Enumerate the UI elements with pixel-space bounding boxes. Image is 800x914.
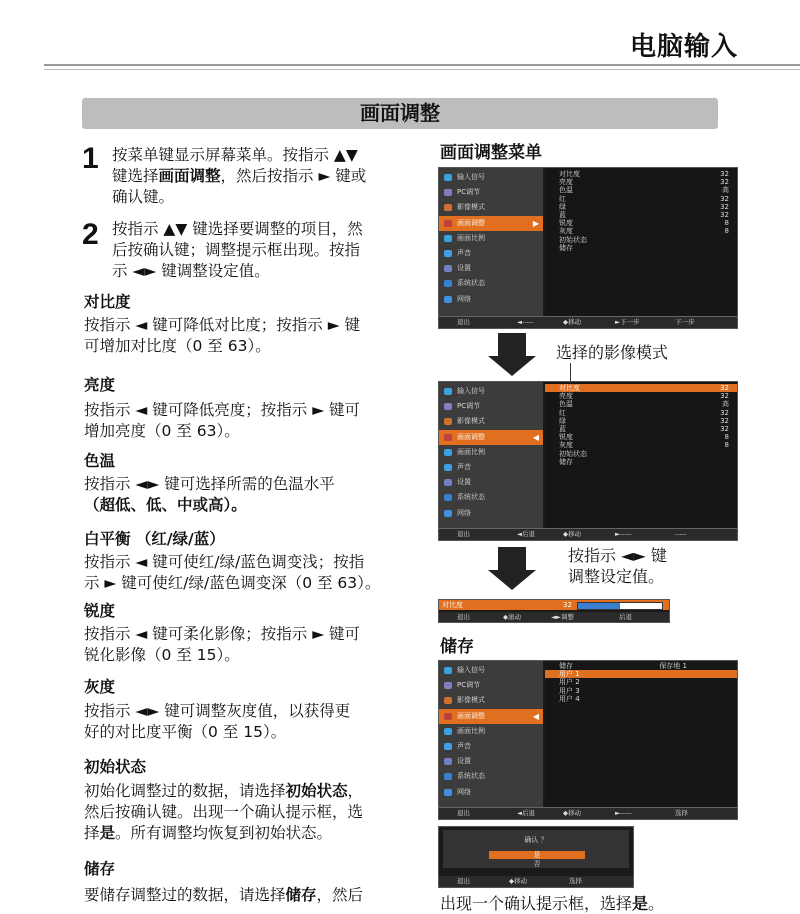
text-line [112, 166, 412, 187]
setting-label: 蓝 [559, 424, 566, 433]
text-line: 按指示 ◄► 键可调整灰度值，以获得更 [84, 702, 351, 720]
osd-menu-store [438, 660, 738, 820]
confirm-body [443, 830, 629, 868]
step-2-text [112, 219, 412, 282]
osd-menu-item[interactable] [439, 490, 543, 505]
confirm-no-option[interactable]: 否 [533, 860, 541, 868]
footer-adjust: ◄►调整 [551, 613, 574, 621]
menu-item-label: 声音 [457, 741, 471, 750]
menu-item-label: 设置 [457, 264, 471, 273]
osd-menu-item[interactable] [439, 261, 543, 276]
text-bold: 画面调整 [158, 167, 221, 185]
menu-item-icon [444, 713, 452, 720]
text-line: 调整设定值。 [568, 567, 665, 586]
osd-right-panel [545, 168, 737, 317]
item-heading: 亮度 [84, 376, 116, 394]
text-line: 按菜单键显示屏幕菜单。按指示 ▲▼ [112, 146, 358, 164]
footer-right: ►----- [615, 809, 632, 817]
footer-back: ◄后退 [517, 809, 535, 817]
osd-menu-item[interactable] [439, 506, 543, 521]
text-line: 按指示 ◄ 键可降低对比度；按指示 ► 键 [84, 316, 361, 334]
menu-item-icon [444, 464, 452, 471]
osd-menu-item[interactable] [439, 384, 543, 399]
footer-select: 选择 [569, 877, 582, 885]
osd-setting-row[interactable] [545, 186, 737, 194]
header-rule-thin [44, 69, 800, 70]
store-slot: 保存地 1 [659, 662, 687, 670]
setting-value: 32 [720, 384, 729, 392]
osd-menu-item[interactable] [439, 414, 543, 429]
setting-label: 红 [559, 408, 566, 417]
setting-label: 灰度 [559, 441, 573, 450]
step-1-text [112, 145, 412, 208]
footer-back: 后退 [619, 613, 632, 621]
text-span: 出现一个确认提示框，选择 [440, 894, 633, 913]
setting-label: 对比度 [559, 170, 580, 178]
text-line: （超低、低、中或高）。 [84, 496, 247, 514]
menu-item-icon [444, 773, 452, 780]
setting-label: 色温 [559, 400, 573, 409]
arrow-right-icon: ▶ [532, 218, 539, 228]
confirm-dialog [438, 826, 634, 888]
item-heading: 锐度 [84, 602, 116, 620]
callout-line [570, 363, 571, 383]
menu-item-icon [444, 743, 452, 750]
down-arrow-icon [498, 547, 526, 571]
text-line: 确认键。 [112, 188, 175, 206]
menu-item-label: 画面比例 [457, 447, 485, 456]
setting-label: 储存 [559, 243, 573, 252]
setting-value: 8 [724, 227, 729, 236]
footer-right: ►下一步 [615, 318, 640, 326]
osd-menu-item[interactable] [439, 754, 543, 769]
down-arrow-head-icon [488, 570, 536, 590]
setting-label: 亮度 [559, 392, 573, 401]
item-gamma [84, 675, 409, 743]
menu-item-label: PC调节 [457, 402, 481, 411]
confirm-yes-option[interactable]: 是 [489, 851, 585, 859]
store-user-label: 用户 3 [559, 686, 580, 695]
osd-right-panel [545, 661, 737, 808]
osd-setting-row[interactable] [545, 244, 737, 252]
osd-menu-item[interactable] [439, 475, 543, 490]
text-span: 初始化调整过的数据，请选择 [84, 782, 286, 800]
menu-item-label: 输入信号 [457, 387, 485, 395]
osd-setting-row[interactable] [545, 433, 737, 441]
setting-value: 32 [720, 210, 729, 219]
menu-item-icon [444, 758, 452, 765]
setting-label: 锐度 [559, 219, 573, 228]
menu-item-label: 输入信号 [457, 173, 485, 181]
text-line: 按指示 ◄ 键可使红/绿/蓝色调变浅；按指 [84, 553, 365, 571]
adjust-footer [439, 612, 669, 622]
store-user-label: 用户 2 [559, 678, 580, 687]
adjust-prompt [438, 599, 670, 623]
setting-value: 32 [720, 424, 729, 433]
setting-label: 灰度 [559, 227, 573, 236]
text-line: 可增加对比度（0 至 63）。 [84, 337, 271, 355]
osd-menu-item[interactable] [439, 445, 543, 460]
menu-item-label: 网络 [457, 787, 471, 796]
store-section-title: 储存 [440, 637, 474, 657]
item-heading: 储存 [84, 860, 116, 878]
arrow-left-icon: ◀ [532, 711, 539, 721]
item-color-temp [84, 449, 409, 516]
menu-item-label: 影像模式 [457, 696, 485, 705]
store-user-label: 用户 1 [559, 670, 580, 679]
setting-label: 对比度 [559, 384, 580, 392]
setting-value: 8 [724, 219, 729, 228]
osd-menu-item[interactable] [439, 769, 543, 784]
osd-setting-row[interactable] [545, 170, 737, 178]
adjust-slider-track[interactable] [577, 602, 663, 610]
osd-setting-row[interactable] [545, 203, 737, 211]
footer-scroll: ◆滚动 [503, 613, 521, 621]
menu-item-icon [444, 250, 452, 257]
osd-setting-row[interactable] [545, 211, 737, 219]
osd-menu-item[interactable] [439, 430, 543, 445]
osd-left-panel [439, 661, 543, 808]
item-contrast [84, 290, 409, 357]
text-line: 然后按确认键。出现一个确认提示框，选 [84, 803, 364, 821]
item-brightness [84, 373, 409, 442]
menu-item-icon [444, 174, 452, 181]
item-heading: 色温 [84, 452, 116, 470]
footer-select: 选择 [675, 809, 688, 817]
osd-menu-picture-active [438, 381, 738, 541]
text-line: 按指示 ◄► 键 [568, 546, 667, 565]
menu-item-label: 声音 [457, 462, 471, 471]
setting-label: 储存 [559, 457, 573, 466]
caption-adjust [568, 545, 667, 587]
setting-value: 32 [720, 408, 729, 417]
text-line: 锐化影像（0 至 15）。 [84, 646, 240, 664]
step-number: 1 [82, 142, 99, 175]
menu-item-label: PC调节 [457, 188, 481, 197]
osd-menu-item[interactable] [439, 185, 543, 200]
menu-item-icon [444, 697, 452, 704]
store-user-row[interactable] [545, 695, 737, 703]
setting-label: 绿 [559, 202, 566, 211]
text-line: 按指示 ▲▼ 键选择要调整的项目，然 [112, 220, 363, 238]
setting-label: 绿 [559, 416, 566, 425]
setting-label: 初始状态 [559, 235, 587, 244]
menu-item-label: PC调节 [457, 681, 481, 690]
item-heading: 对比度 [84, 293, 131, 311]
menu-item-icon [444, 204, 452, 211]
store-user-row[interactable] [545, 678, 737, 686]
menu-item-label: 网络 [457, 294, 471, 303]
osd-menu-picture [438, 167, 738, 329]
menu-item-label: 影像模式 [457, 417, 485, 426]
footer-back: ◄后退 [517, 530, 535, 538]
osd-setting-row[interactable] [545, 409, 737, 417]
setting-label: 红 [559, 194, 566, 203]
menu-item-label: 画面比例 [457, 726, 485, 735]
menu-item-icon [444, 728, 452, 735]
osd-setting-row[interactable] [545, 178, 737, 186]
osd-menu-item[interactable] [439, 399, 543, 414]
text-span: 键选择 [112, 167, 159, 185]
footer-move: ◆移动 [563, 530, 581, 538]
osd-menu-item[interactable] [439, 724, 543, 739]
text-line: 好的对比度平衡（0 至 15）。 [84, 723, 287, 741]
footer-ok: ----- [675, 530, 687, 538]
osd-menu-item[interactable] [439, 785, 543, 800]
item-sharpness [84, 599, 409, 666]
osd-setting-row[interactable] [545, 458, 737, 466]
item-white-balance [84, 527, 409, 594]
setting-value: 32 [720, 170, 729, 178]
text-line: 按指示 ◄ 键可降低亮度；按指示 ► 键可 [84, 401, 361, 419]
menu-item-icon [444, 220, 452, 227]
osd-left-panel [439, 382, 543, 529]
menu-item-label: 画面调整 [457, 432, 485, 441]
osd-setting-row[interactable] [545, 392, 737, 400]
osd-menu-item[interactable] [439, 231, 543, 246]
menu-section-title: 画面调整菜单 [440, 143, 542, 163]
setting-label: 亮度 [559, 178, 573, 187]
text-span: 。 [648, 894, 665, 913]
adjust-value: 32 [563, 601, 572, 609]
text-span: ，然后 [316, 886, 364, 904]
menu-item-icon [444, 667, 452, 674]
menu-item-label: 设置 [457, 757, 471, 766]
osd-menu-item[interactable] [439, 200, 543, 215]
caption-confirm [440, 893, 664, 914]
osd-menu-item[interactable] [439, 693, 543, 708]
osd-setting-row[interactable] [545, 417, 737, 425]
osd-menu-item[interactable] [439, 663, 543, 678]
menu-item-icon [444, 479, 452, 486]
osd-footer [439, 316, 737, 328]
menu-item-label: 输入信号 [457, 666, 485, 674]
menu-item-label: 系统状态 [457, 493, 485, 502]
step-number: 2 [82, 218, 99, 251]
text-line: 示 ► 键可使红/绿/蓝色调变深（0 至 63）。 [84, 574, 381, 592]
text-line: 后按确认键；调整提示框出现。按指 [112, 241, 361, 259]
adjust-label: 对比度 [442, 601, 463, 609]
osd-setting-row[interactable] [545, 441, 737, 449]
confirm-footer [439, 876, 633, 887]
footer-move: ◆移动 [563, 809, 581, 817]
osd-setting-row[interactable] [545, 425, 737, 433]
menu-item-icon [444, 682, 452, 689]
osd-menu-item[interactable] [439, 460, 543, 475]
footer-left: ◄----- [517, 318, 534, 326]
setting-label: 蓝 [559, 210, 566, 219]
menu-item-icon [444, 418, 452, 425]
text-span: 。所有调整均恢复到初始状态。 [115, 824, 333, 842]
osd-menu-item[interactable] [439, 170, 543, 185]
osd-menu-item[interactable] [439, 246, 543, 261]
osd-setting-row[interactable] [545, 227, 737, 235]
osd-menu-item[interactable] [439, 678, 543, 693]
menu-item-icon [444, 403, 452, 410]
text-span: ，然后按指示 ► 键或 [220, 167, 367, 185]
menu-item-label: 影像模式 [457, 203, 485, 212]
store-user-row[interactable] [545, 687, 737, 695]
text-line [84, 823, 409, 844]
setting-value: 8 [724, 433, 729, 442]
text-span: 择 [84, 824, 100, 842]
menu-item-icon [444, 789, 452, 796]
text-bold: 是 [99, 824, 116, 842]
menu-item-icon [444, 265, 452, 272]
menu-item-label: 声音 [457, 248, 471, 257]
menu-item-icon [444, 510, 452, 517]
osd-right-panel [545, 382, 737, 529]
down-arrow-head-icon [488, 356, 536, 376]
store-user-label: 用户 4 [559, 694, 580, 703]
setting-value: 32 [720, 392, 729, 401]
osd-setting-row[interactable] [545, 219, 737, 227]
item-store [84, 857, 409, 906]
item-heading: 灰度 [84, 678, 116, 696]
item-reset [84, 755, 409, 844]
text-span: ， [347, 782, 364, 800]
setting-value: 32 [720, 194, 729, 203]
confirm-title: 确认 ？ [524, 836, 548, 844]
osd-menu-item[interactable] [439, 292, 543, 307]
osd-setting-row[interactable] [545, 236, 737, 244]
text-bold: 储存 [285, 886, 317, 904]
arrow-left-icon: ◀ [532, 432, 539, 442]
caption-selected-mode: 选择的影像模式 [556, 343, 669, 362]
menu-item-label: 系统状态 [457, 772, 485, 781]
menu-item-icon [444, 296, 452, 303]
text-line [84, 885, 409, 906]
store-label: 储存 [559, 662, 573, 670]
item-heading: 白平衡 （红/绿/蓝） [84, 530, 225, 548]
osd-footer [439, 807, 737, 819]
text-span: 要储存调整过的数据，请选择 [84, 886, 286, 904]
page-header-title: 电脑输入 [629, 32, 738, 62]
osd-menu-item[interactable] [439, 709, 543, 724]
store-head-row [545, 662, 737, 670]
setting-label: 色温 [559, 186, 573, 195]
osd-menu-item[interactable] [439, 216, 543, 231]
down-arrow-icon [498, 333, 526, 357]
osd-footer [439, 528, 737, 540]
setting-value: 32 [720, 202, 729, 211]
footer-exit: 退出 [457, 318, 470, 326]
osd-setting-row[interactable] [545, 195, 737, 203]
menu-item-label: 网络 [457, 508, 471, 517]
footer-exit: 退出 [457, 530, 470, 538]
footer-right: ►----- [615, 530, 632, 538]
setting-value: 32 [720, 416, 729, 425]
setting-value: 32 [720, 178, 729, 187]
menu-item-label: 画面比例 [457, 233, 485, 242]
setting-label: 锐度 [559, 433, 573, 442]
text-line: 按指示 ◄ 键可柔化影像；按指示 ► 键可 [84, 625, 361, 643]
text-line: 示 ◄► 键调整设定值。 [112, 262, 270, 280]
section-title: 画面调整 [82, 98, 718, 129]
footer-exit: 退出 [457, 809, 470, 817]
setting-value: 高 [722, 186, 729, 195]
osd-left-panel [439, 168, 543, 317]
adjust-prompt-row [439, 600, 669, 610]
menu-item-icon [444, 494, 452, 501]
text-line: 增加亮度（0 至 63）。 [84, 422, 240, 440]
item-heading: 初始状态 [84, 758, 147, 776]
footer-exit: 退出 [457, 613, 470, 621]
adjust-slider-fill [578, 603, 620, 609]
text-bold: 初始状态 [285, 782, 348, 800]
text-line [84, 781, 409, 802]
menu-item-icon [444, 235, 452, 242]
menu-item-icon [444, 189, 452, 196]
menu-item-label: 系统状态 [457, 279, 485, 288]
store-list [545, 670, 737, 703]
menu-item-icon [444, 388, 452, 395]
menu-item-icon [444, 280, 452, 287]
osd-setting-row[interactable] [545, 384, 737, 392]
footer-move: ◆移动 [509, 877, 527, 885]
footer-exit: 退出 [457, 877, 470, 885]
setting-label: 初始状态 [559, 449, 587, 458]
footer-ok: 下一步 [675, 318, 695, 326]
menu-item-label: 画面调整 [457, 218, 485, 227]
header-rule [44, 64, 800, 66]
menu-item-icon [444, 449, 452, 456]
footer-move: ◆移动 [563, 318, 581, 326]
setting-value: 高 [722, 400, 729, 409]
menu-item-icon [444, 434, 452, 441]
setting-value: 8 [724, 441, 729, 450]
menu-item-label: 画面调整 [457, 711, 485, 720]
osd-menu-item[interactable] [439, 739, 543, 754]
menu-item-label: 设置 [457, 478, 471, 487]
text-line: 按指示 ◄► 键可选择所需的色温水平 [84, 475, 335, 493]
osd-setting-row[interactable] [545, 450, 737, 458]
text-bold: 是 [632, 894, 649, 913]
osd-setting-row[interactable] [545, 400, 737, 408]
osd-menu-item[interactable] [439, 276, 543, 291]
